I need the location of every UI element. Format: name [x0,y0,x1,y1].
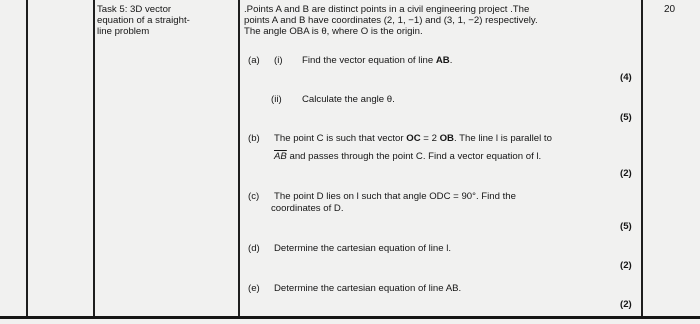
part-label-a: (a) [248,55,260,66]
marks-e: (2) [620,299,632,310]
table-border-left [26,0,28,318]
marks-a-ii: (5) [620,112,632,123]
intro-line: .Points A and B are distinct points in a civil engineering project .The [244,4,530,15]
problem-intro [244,4,538,37]
marks-c: (5) [620,221,632,232]
table-divider-3 [641,0,643,318]
subpart-label-i: (i) [274,55,283,66]
question-b-line2 [274,151,541,162]
part-label-c: (c) [248,191,260,202]
question-text: and passes through the point C. Find a vector equation of l. [286,151,542,162]
subpart-label-ii: (ii) [271,94,282,105]
marks-a-i: (4) [620,72,632,83]
intro-line: points A and B have coordinates (2, 1, −1) and (3, 1, −2) respectively. [244,15,538,26]
total-marks: 20 [664,4,676,15]
task-title-line: Task 5: 3D vector [97,4,172,15]
question-bold-text: AB [435,55,450,66]
task-title [97,4,190,37]
intro-line: The angle OBA is θ, where O is the origin. [244,26,423,37]
vector-ab: $\overline{AB}$ [274,151,287,162]
question-a-i [302,55,452,66]
table-bottom-border [0,316,700,319]
question-c-line1: The point D lies on l such that angle ODC = 90°. Find the [274,191,516,202]
part-label-d: (d) [248,243,260,254]
question-e: Determine the cartesian equation of line AB. [274,283,462,294]
question-text: The point C is such that vector [274,133,407,144]
task-title-line: line problem [97,26,150,37]
question-a-ii: Calculate the angle θ. [302,94,395,105]
question-bold-text: OB [439,133,454,144]
question-bold-text: OC [406,133,421,144]
task-title-line: equation of a straight- [97,15,190,26]
table-divider-2 [238,0,240,318]
part-label-e: (e) [248,283,260,294]
marks-d: (2) [620,260,632,271]
question-text: . The line l is parallel to [453,133,552,144]
table-divider-1 [93,0,95,318]
question-b-line1 [274,133,552,144]
question-text: . [449,55,453,66]
question-text: Find the vector equation of line [302,55,436,66]
question-c-line2: coordinates of D. [271,203,344,214]
marks-b: (2) [620,168,632,179]
question-text: = 2 [420,133,440,144]
question-d: Determine the cartesian equation of line l. [274,243,452,254]
part-label-b: (b) [248,133,260,144]
